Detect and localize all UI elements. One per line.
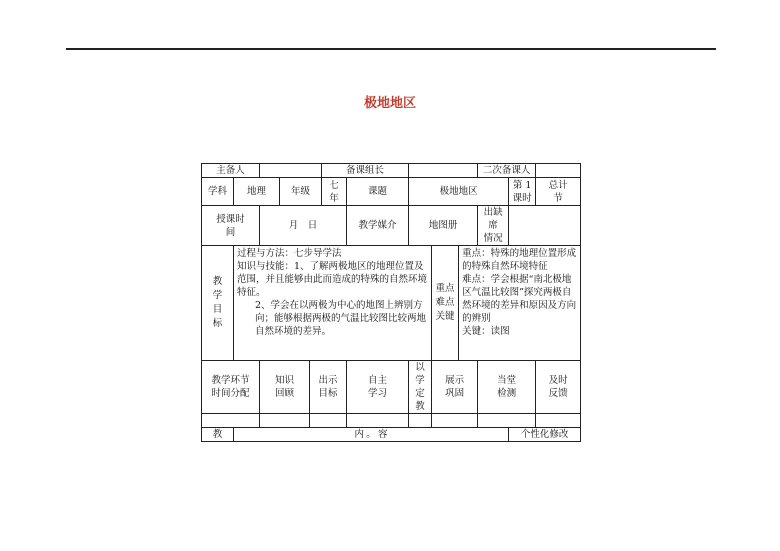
goals-process-method: 过程与方法：七步导学法	[237, 248, 342, 259]
total-lessons-line1: 总计	[548, 179, 568, 191]
teach-time-label	[202, 206, 260, 246]
total-lessons-line2: 节	[553, 192, 563, 204]
topic-value: 极地地区	[409, 178, 509, 206]
goals-label-char: 教	[212, 276, 223, 287]
phase-self-study	[347, 361, 409, 414]
phase-line1: 自主	[368, 375, 388, 386]
content-label	[234, 428, 509, 442]
phase-line2: 巩固	[445, 388, 465, 399]
total-lessons	[536, 178, 581, 206]
teach-time-line1: 授课时	[216, 213, 245, 225]
document-title: 极地地区	[363, 96, 416, 111]
row-preparers	[202, 164, 581, 178]
lesson-plan-table	[201, 163, 581, 442]
phase-line2: 目标	[318, 388, 338, 399]
subject-label: 学科	[202, 178, 234, 206]
time-cell[interactable]	[478, 414, 536, 428]
teach-date-value: 月 日	[260, 206, 347, 246]
second-preparer-value[interactable]	[536, 164, 581, 178]
header-rule	[66, 48, 716, 50]
content-dot: 。	[366, 429, 376, 440]
key-core: 关键：读图	[462, 326, 510, 337]
absence-line2: 情况	[483, 233, 503, 244]
row-content-header	[202, 428, 581, 442]
phase-feedback	[536, 361, 581, 414]
grade-value-line1: 七	[329, 179, 339, 191]
phase-line2: 检测	[497, 388, 517, 399]
phase-line1: 及时	[548, 375, 568, 386]
absence-line1: 出缺席	[483, 207, 503, 231]
goals-label-char: 学	[212, 290, 223, 301]
time-cell[interactable]	[310, 414, 347, 428]
row-phases	[202, 361, 581, 414]
phase-line1: 展示	[445, 375, 465, 386]
row-goals	[202, 246, 581, 361]
phase-label-line1: 教学环节	[211, 375, 250, 386]
row-subject	[202, 178, 581, 206]
media-label: 教学媒介	[347, 206, 409, 246]
time-cell[interactable]	[260, 414, 310, 428]
key-label-line: 关键	[435, 311, 455, 322]
phase-line2: 反馈	[548, 388, 568, 399]
key-label-line: 重点	[435, 283, 455, 294]
phase-display-consolidate	[432, 361, 478, 414]
phase-class-test	[478, 361, 536, 414]
goals-label-char: 标	[212, 318, 223, 329]
grade-label: 年级	[280, 178, 322, 206]
goals-knowledge-1: 知识与技能：1、了解两极地区的地理位置及范围，并且能够由此而造成的特殊的自然环境特征。	[237, 261, 428, 298]
second-preparer-label: 二次备课人	[478, 164, 536, 178]
phase-line2: 学习	[368, 388, 388, 399]
phase-line1: 出示	[318, 375, 338, 386]
phase-teach-by-learning	[409, 361, 432, 414]
phase-line1: 以学	[415, 362, 425, 386]
goals-text	[234, 246, 432, 361]
preparer-value[interactable]	[260, 164, 322, 178]
teach-time-line2: 间	[225, 226, 236, 238]
content-label-a: 内	[354, 429, 365, 440]
phase-show-goals	[310, 361, 347, 414]
absence-label	[478, 206, 509, 246]
group-leader-label: 备课组长	[322, 164, 409, 178]
phase-knowledge-review	[260, 361, 310, 414]
key-points-text	[459, 246, 581, 361]
goals-label-char: 目	[212, 304, 223, 315]
topic-label: 课题	[347, 178, 409, 206]
personal-revise-label: 个性化修改	[509, 428, 581, 442]
phase-line1: 当堂	[497, 375, 517, 386]
time-cell[interactable]	[536, 414, 581, 428]
lesson-number	[509, 178, 536, 206]
grade-value-line2: 年	[329, 192, 339, 204]
time-cell[interactable]	[432, 414, 478, 428]
phase-line2: 回顾	[275, 388, 295, 399]
phase-line1: 知识	[275, 375, 295, 386]
phase-line2: 定教	[415, 388, 425, 412]
media-value: 地图册	[409, 206, 478, 246]
row-time-allocation	[202, 414, 581, 428]
key-focus: 重点：特殊的地理位置形成的特殊自然环境特征	[462, 248, 577, 272]
time-cell[interactable]	[347, 414, 409, 428]
goals-knowledge-2: 2、学会在以两极为中心的地图上辨别方向；能够根据两极的气温比较图比较两地自然环境的差异。	[255, 300, 427, 337]
key-points-label	[432, 246, 459, 361]
content-label-b: 容	[378, 429, 388, 440]
key-difficulty: 难点：学会根据“南北极地区气温比较图”探究两极自然环境的差异和原因及方向的辨别	[462, 274, 577, 324]
preparer-label: 主备人	[202, 164, 260, 178]
grade-value	[322, 178, 347, 206]
teach-label: 教	[202, 428, 234, 442]
subject-value: 地理	[234, 178, 280, 206]
row-teaching-time	[202, 206, 581, 246]
key-label-line: 难点	[435, 297, 455, 308]
phase-label-line2: 时间分配	[211, 388, 250, 399]
time-allocation-spacer	[202, 414, 260, 428]
lesson-number-line2: 课时	[512, 192, 532, 204]
group-leader-value[interactable]	[409, 164, 478, 178]
absence-value[interactable]	[509, 206, 581, 246]
time-cell[interactable]	[409, 414, 432, 428]
goals-label	[202, 246, 234, 361]
phase-label	[202, 361, 260, 414]
lesson-number-line1: 第 1	[512, 179, 532, 191]
